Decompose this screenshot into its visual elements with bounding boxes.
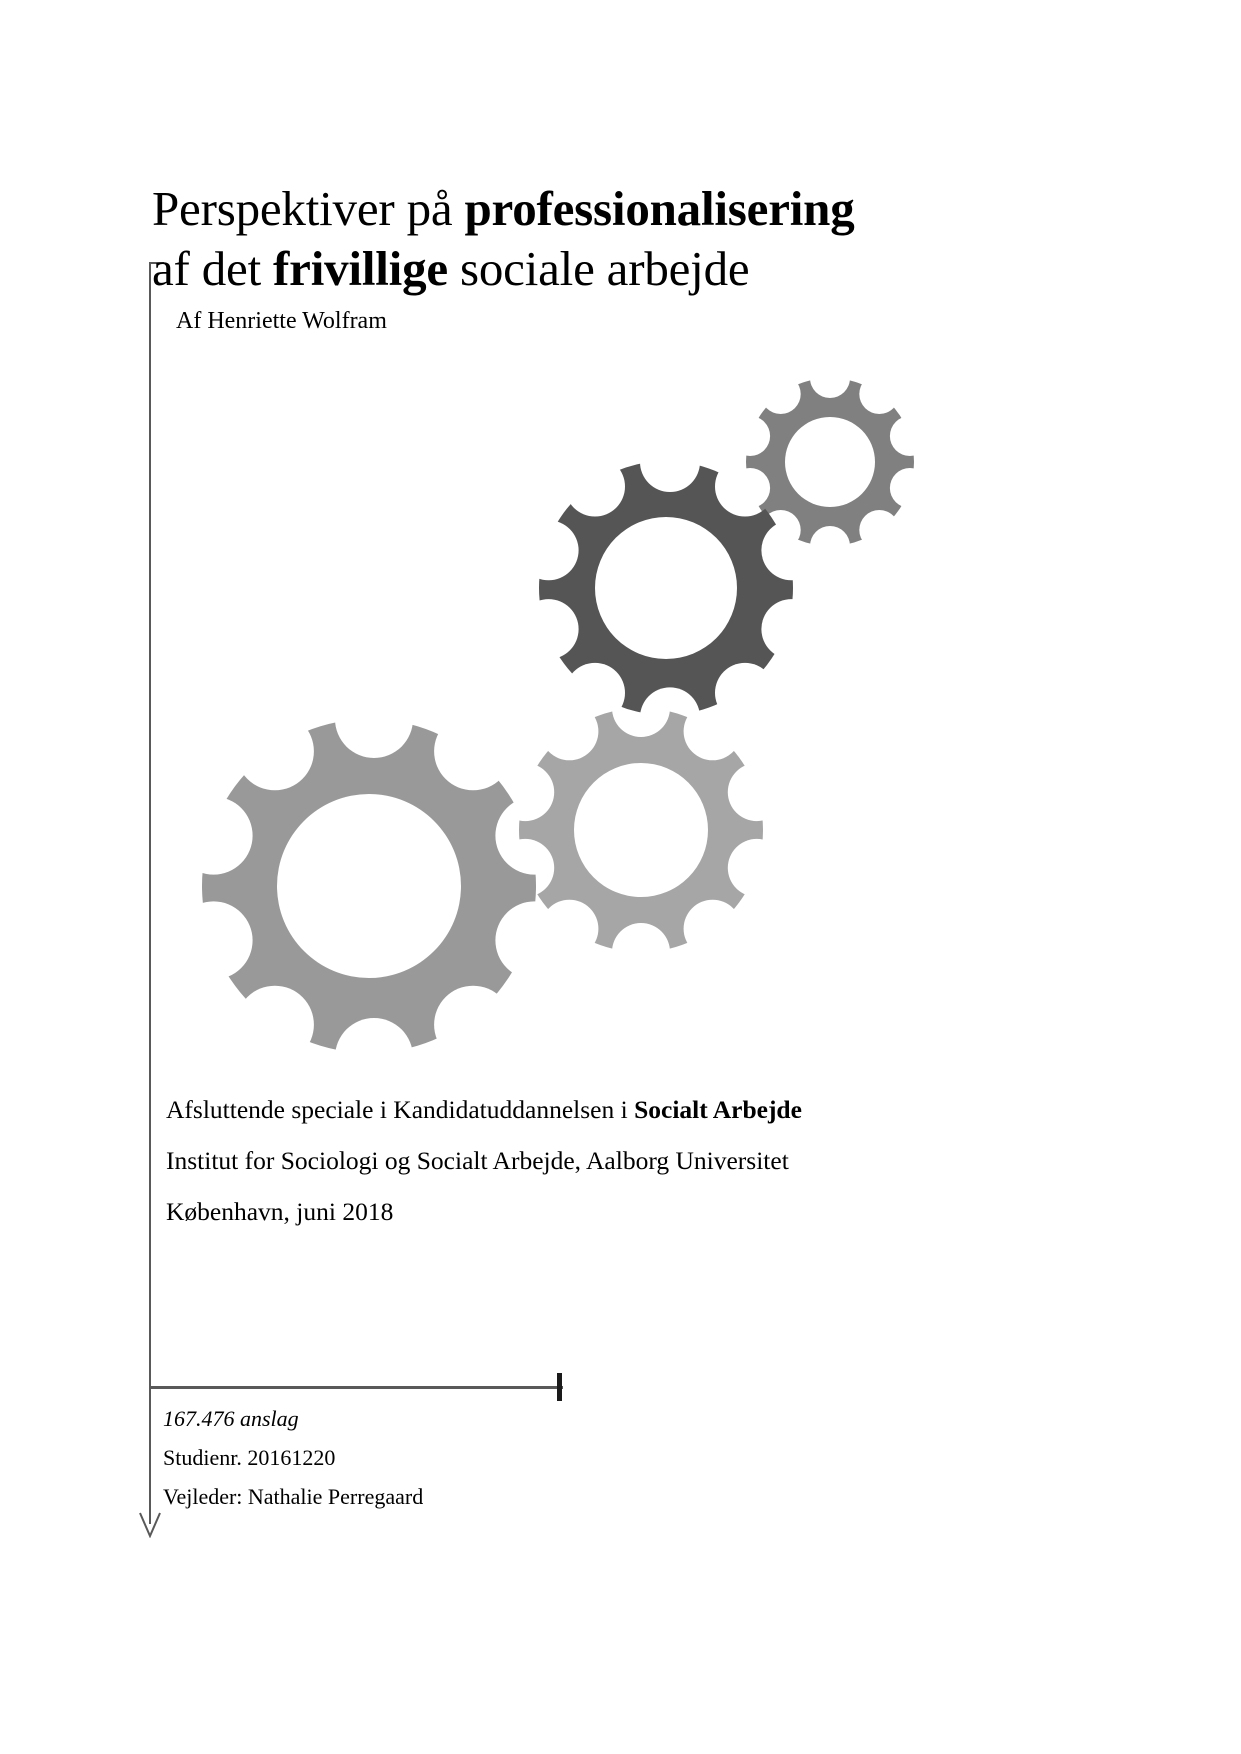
vertical-margin-guide: [149, 262, 151, 1524]
student-number: Studienr. 20161220: [163, 1445, 336, 1471]
title-text-plain-2b: sociale arbejde: [447, 240, 750, 296]
gear-dark-middle: [539, 461, 793, 715]
title-text-plain-1: Perspektiver på: [152, 180, 465, 236]
affiliation-programme-name: Socialt Arbejde: [634, 1095, 802, 1124]
character-count: 167.476 anslag: [163, 1406, 299, 1431]
affiliation-programme-text: Afsluttende speciale i Kandidatuddannelsen i: [166, 1095, 635, 1124]
affiliation-line-1: [166, 1084, 1066, 1135]
author-line: Af Henriette Wolfram: [176, 308, 387, 334]
affiliation-block: [166, 1084, 1066, 1237]
gear-large-left: [202, 719, 536, 1053]
title-line-2: [152, 241, 749, 296]
gear-light-middle: [519, 708, 763, 952]
title-text-bold-1: professionalisering: [464, 180, 855, 236]
gear-top-right: [746, 378, 914, 546]
title-line-1: [152, 181, 855, 236]
supervisor: Vejleder: Nathalie Perregaard: [163, 1484, 424, 1510]
colophon-block: [163, 1399, 863, 1516]
affiliation-line-2: Institut for Sociologi og Socialt Arbejde, Aalborg Universitet: [166, 1146, 789, 1175]
page-title: [152, 179, 1082, 299]
title-text-bold-2: frivillige: [273, 240, 448, 296]
horizontal-margin-arrow: [149, 1386, 563, 1389]
title-text-plain-2a: af det: [152, 240, 274, 296]
down-arrow-icon: [139, 1512, 161, 1538]
affiliation-line-3: København, juni 2018: [166, 1197, 394, 1226]
